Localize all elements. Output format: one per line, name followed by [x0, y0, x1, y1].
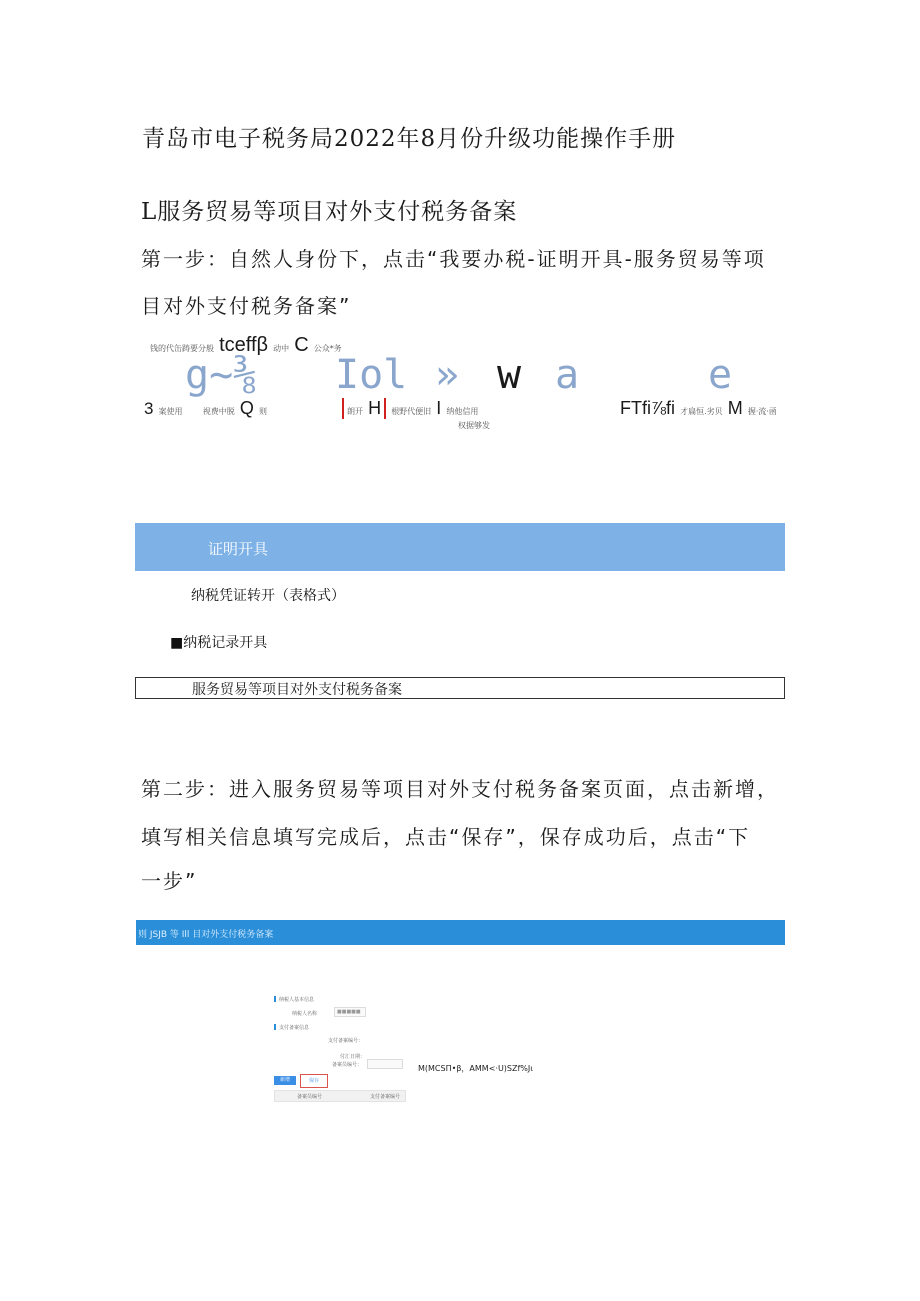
strip-label: tceffβ [219, 334, 269, 356]
field-label: 支付备案编号： [328, 1038, 364, 1044]
service-icon[interactable]: a [555, 352, 580, 398]
app-title-bar [136, 920, 785, 945]
highlighted-icon-label[interactable] [342, 398, 478, 419]
icon-strip-row [144, 398, 267, 419]
group-title: 支付备案信息 [279, 1025, 310, 1031]
app-title: 则 JSJB 等 Ill 目对外支付税务备案 [138, 930, 274, 940]
menu-header[interactable] [135, 523, 785, 571]
section-marker [274, 996, 276, 1002]
strip-label: 权据够发 [458, 421, 490, 430]
strip-label: 钱的代缶踌要分般 [150, 344, 214, 353]
table-header [274, 1090, 406, 1102]
field-label: 备案员编号： [332, 1062, 363, 1068]
save-button[interactable]: 保存 [300, 1074, 328, 1088]
field-value: ■■■■■ [337, 1009, 361, 1015]
taxpayer-name-field[interactable] [334, 1007, 366, 1017]
step1-text-line2: 目对外支付税务备案” [141, 294, 352, 318]
service-icon[interactable]: e [708, 352, 733, 398]
strip-label: 动中 [273, 344, 290, 353]
strip-label: 公众*务 [313, 344, 342, 353]
section-marker [274, 1024, 276, 1030]
page-title: 青岛市电子税务局2022年8月份升级功能操作手册 [142, 126, 677, 152]
step2-text-line2: 填写相关信息填写完成后，点击“保存”，保存成功后，点击“下 [141, 825, 751, 849]
menu-item-tax-record[interactable]: ■纳税记录开具 [170, 635, 268, 651]
service-icon[interactable]: w [497, 352, 522, 398]
filing-form-preview [272, 990, 407, 1105]
step1-text-line1: 第一步：自然人身份下，点击“我要办税-证明开具-服务贸易等项 [141, 247, 766, 271]
section-heading: L服务贸易等项目对外支付税务备案 [141, 199, 518, 225]
strip-label: I [436, 398, 442, 418]
strip-label: Q [239, 398, 254, 418]
service-icon[interactable]: Iol [335, 352, 408, 398]
strip-label: 根野代便旧 [391, 407, 432, 416]
strip-label: 3 [144, 399, 154, 418]
strip-label: 则 [258, 407, 267, 416]
strip-label: FTfi⅞fi [620, 398, 676, 418]
strip-label: H [368, 398, 382, 418]
service-icon[interactable]: » [435, 352, 460, 398]
field-label: 付汇日期： [340, 1054, 366, 1060]
step2-text-line3: 一步” [141, 869, 198, 893]
strip-label: 纳他信用 [446, 407, 479, 416]
menu-item-service-trade-filing[interactable] [135, 677, 785, 699]
menu-item-label: 服务贸易等项目对外支付税务备案 [192, 682, 402, 698]
strip-label: 案使用 [158, 407, 183, 416]
icon-strip-row-right [620, 398, 777, 419]
step2-text-line1: 第二步：进入服务贸易等项目对外支付税务备案页面，点击新增， [141, 777, 779, 801]
service-icon[interactable]: g~⅜ [185, 352, 258, 398]
menu-item-voucher-transfer[interactable]: 纳税凭证转开（表格式） [191, 588, 345, 604]
filer-id-field[interactable] [367, 1059, 403, 1069]
menu-header-label: 证明开具 [208, 540, 269, 558]
strip-label: 握·流·函 [747, 407, 777, 416]
ocr-caption: M(MCSΠ•β，AMM<·U)SZf%Jι [418, 1064, 533, 1073]
column-header: 支付备案编号 [370, 1094, 401, 1100]
group-title: 纳税人基本信息 [279, 997, 315, 1003]
strip-label: 才扁恒.劣贝 [680, 407, 723, 416]
strip-label: 视费中脱 [202, 407, 235, 416]
strip-label: M [727, 398, 743, 418]
column-header: 备案员编号 [297, 1094, 323, 1100]
strip-label: C [294, 334, 309, 356]
strip-label: 朗开 [347, 407, 363, 416]
add-button[interactable]: 新增 [274, 1076, 296, 1085]
field-label: 纳税人名称 [292, 1011, 318, 1017]
